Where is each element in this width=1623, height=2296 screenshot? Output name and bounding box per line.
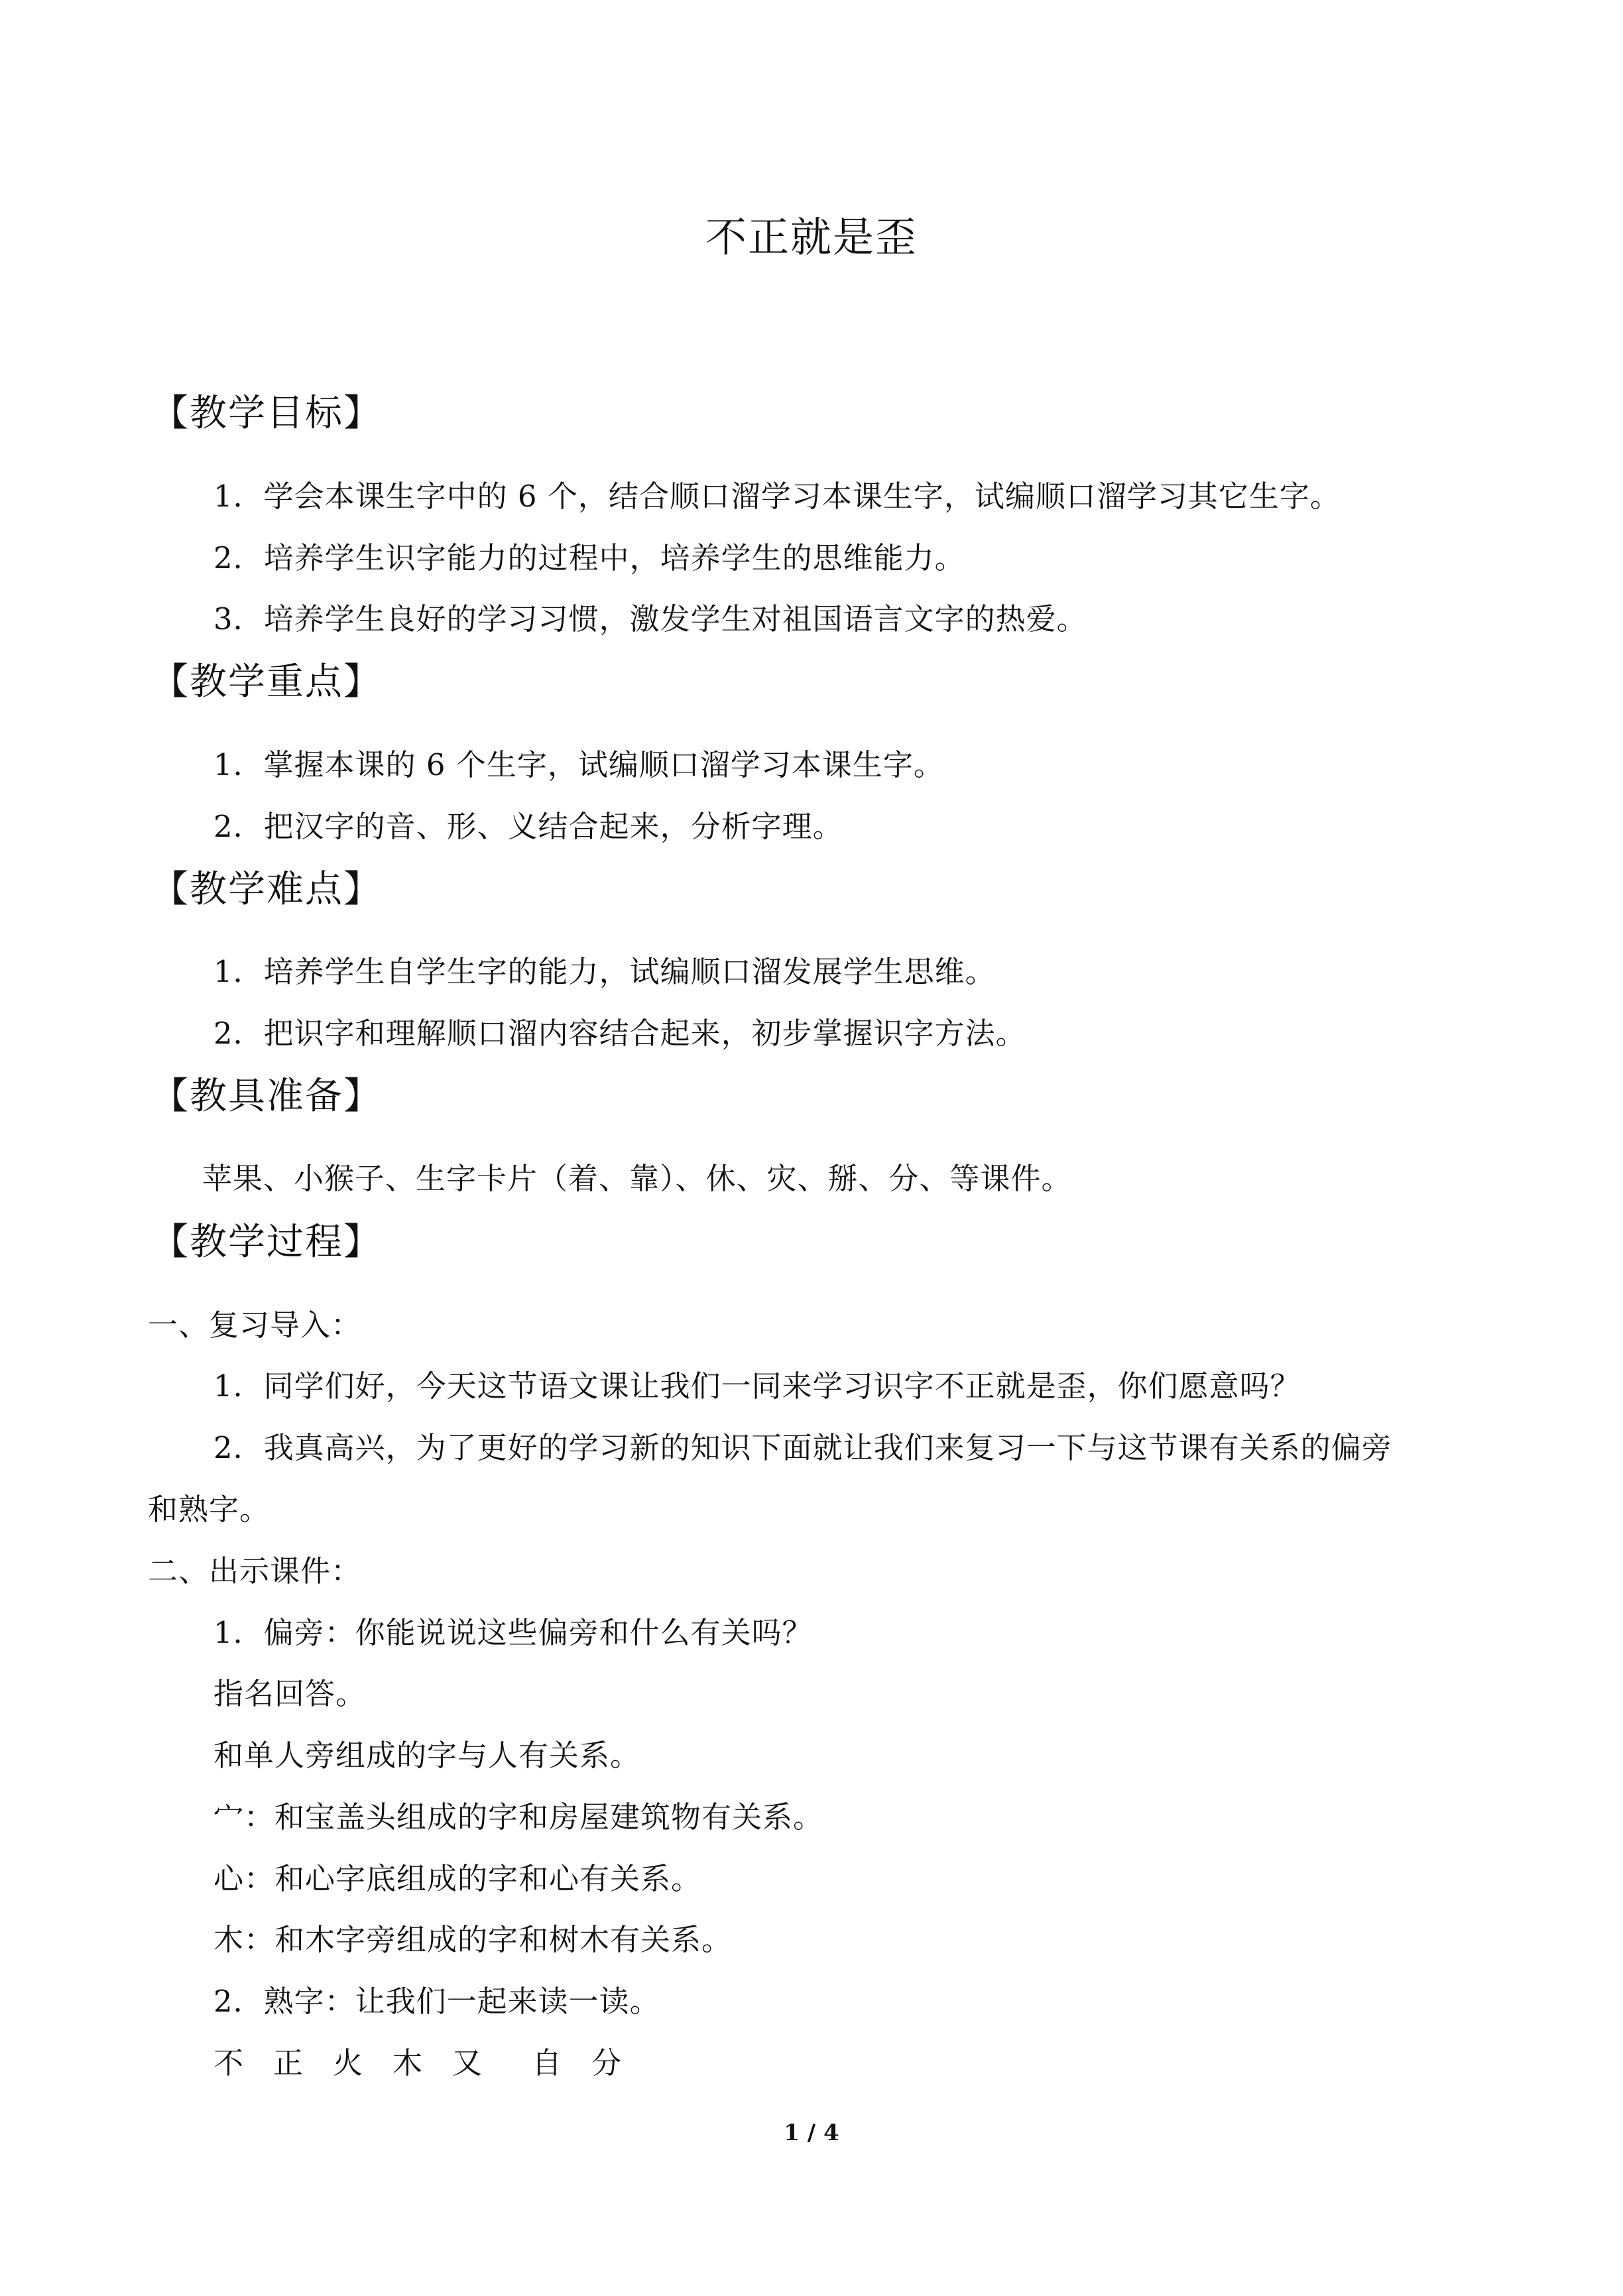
key-points-heading: 【教学重点】 — [151, 660, 382, 703]
objective-item: 2．培养学生识字能力的过程中，培养学生的思维能力。 — [213, 540, 965, 575]
difficulty-item: 2．把识字和理解顺口溜内容结合起来，初步掌握识字方法。 — [213, 1016, 1026, 1051]
familiar-char: 正 — [273, 2045, 304, 2081]
step1-title: 一、复习导入： — [148, 1307, 362, 1343]
objectives-heading: 【教学目标】 — [151, 392, 382, 435]
step1-item: 1．同学们好，今天这节语文课让我们一同来学习识字不正就是歪，你们愿意吗？ — [213, 1368, 1301, 1404]
step2-item: 1．偏旁：你能说说这些偏旁和什么有关吗？ — [213, 1615, 813, 1650]
key-point-item: 1．掌握本课的 6 个生字，试编顺口溜学习本课生字。 — [213, 747, 944, 782]
document-title: 不正就是歪 — [705, 213, 918, 261]
step2-item: 心：和心字底组成的字和心有关系。 — [213, 1861, 702, 1896]
difficulty-item: 1．培养学生自学生字的能力，试编顺口溜发展学生思维。 — [213, 954, 996, 989]
familiar-char: 不 — [213, 2045, 245, 2081]
step2-item: 宀：和宝盖头组成的字和房屋建筑物有关系。 — [213, 1799, 824, 1835]
familiar-char: 分 — [591, 2045, 623, 2081]
familiar-char: 又 — [452, 2045, 483, 2081]
step1-item-continuation: 和熟字。 — [148, 1492, 270, 1527]
objective-item: 3．培养学生良好的学习习惯，激发学生对祖国语言文字的热爱。 — [213, 601, 1087, 636]
familiar-char: 火 — [333, 2045, 364, 2081]
step2-item: 2．熟字：让我们一起来读一读。 — [213, 1984, 660, 2019]
step1-item: 2．我真高兴，为了更好的学习新的知识下面就让我们来复习一下与这节课有关系的偏旁 — [213, 1430, 1392, 1465]
materials-item: 苹果、小猴子、生字卡片（着、靠）、休、灾、掰、分、等课件。 — [202, 1161, 1072, 1196]
difficulties-heading: 【教学难点】 — [151, 868, 382, 911]
page-indicator: 1 / 4 — [784, 2120, 839, 2146]
step2-item: 指名回答。 — [213, 1676, 367, 1711]
familiar-char: 自 — [532, 2045, 563, 2081]
familiar-chars-row — [213, 2043, 651, 2083]
process-heading: 【教学过程】 — [151, 1221, 382, 1264]
key-point-item: 2．把汉字的音、形、义结合起来，分析字理。 — [213, 809, 843, 844]
familiar-char: 木 — [392, 2045, 424, 2081]
step2-title: 二、出示课件： — [148, 1553, 362, 1589]
step2-item: 木：和木字旁组成的字和树木有关系。 — [213, 1922, 733, 1957]
materials-heading: 【教具准备】 — [151, 1075, 382, 1118]
step2-item: 和单人旁组成的字与人有关系。 — [213, 1738, 641, 1773]
objective-item: 1．学会本课生字中的 6 个，结合顺口溜学习本课生字，试编顺口溜学习其它生字。 — [213, 479, 1341, 514]
